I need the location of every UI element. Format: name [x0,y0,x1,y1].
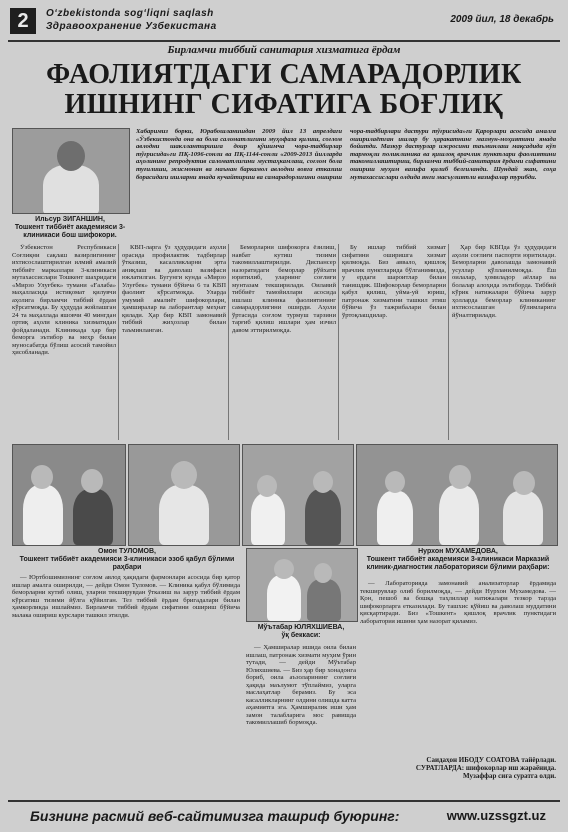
author3-role: ўқ беккаси: [281,632,321,639]
author2-caption [12,548,242,572]
signature-photos-note: СУРАТЛАРДА: шифокорлар иш жараёнида. [415,764,556,772]
website-url-link[interactable]: www.uzssgzt.uz [446,808,546,823]
author3-caption [246,624,356,640]
clinic-staff-photo-1 [12,444,126,546]
body-column-6-text: — Юртбошимизнинг соғлом авлод ҳақидаги фармонлари асосида бир қатор ишлар амалга оширилди, — дейди Омон Туломов. — Клиника қабул бўлимида беморларни кутиб олиш, уларни текширувдан ўтказиш ва зарур тиббий ёрдам кўрсатиш тизими йўлга қўйилган. Тез тиббий ёрдам бригадалари билан ҳамкорликда ишлаймиз. Бирламчи тиббий ёрдам сифатини ошириш бўйича малака ошириш курслари ташкил этилди. [12,574,240,619]
body-column-5 [452,244,556,440]
page-number: 2 [10,8,36,34]
author4-name: Нурхон МУХАМЕДОВА, [418,548,498,555]
rubric: Бирламчи тиббий санитария хизматига ёрдам [167,44,401,56]
signature-author: Саидаҳон ИБОДУ СОАТОВА тайёрлади. [426,756,556,764]
body-column-2 [122,244,226,440]
column-divider [448,244,449,440]
author4-role: Тошкент тиббиёт академияси 3-клиникаси Марказий клиник-диагностик лабораторияси бўлими раҳбари: [366,556,550,571]
body-column-8-text: — Лабораторияда замонавий анализаторлар ёрдамида текширувлар олиб борилмоқда, — дейди Нурхон Мухамедова. — Қон, пешоб ва бошқа таҳлиллар натижалари тезкор тарзда шифокорларга етказилади. Бу ташхис қўйиш ва даволаш муддатини қисқартиради. Биз «Тошкент» қишлоқ врачлик пунктидаги лаборатория ишини ҳам назорат қиламиз. [360,580,556,625]
page-footer [8,800,560,826]
clinic-staff-photo-4 [356,444,558,546]
body-column-8 [360,580,556,750]
nurse-photo [246,548,358,622]
body-column-4 [342,244,446,440]
author1-name: Ильсур ЗИГАНШИН, [35,216,105,223]
author1-caption [12,216,128,240]
author4-caption [360,548,556,572]
publication-name-cyrillic: Здравоохранение Узбекистана [46,21,217,32]
headline-line-2: ИШНИНГ СИФАТИГА БОҒЛИҚ [64,89,504,120]
author2-role: Тошкент тиббиёт академияси 3-клиникаси эзоб қабул бўлими раҳбари [19,556,235,571]
clinic-staff-photo-3 [242,444,354,546]
body-column-1 [12,244,116,440]
body-column-4-text: Бу ишлар тиббий хизмат сифатини оширишга хизмат қилмоқда. Биз аввало, қишлоқ врачлик пунктларида бўлганимизда, у ердаги шароитлар билан танишдик. Шифокорлар беморларни қабул қилиш, уйма-уй юриш, патронаж хизматини ташкил этиш бўйича ўз тажрибалари билан ўртоқлашдилар. [342,244,446,319]
body-column-6 [12,574,240,774]
author3-name: Мўътабар ЮЛЯХШИЕВА, [257,624,345,631]
footer-slogan: Бизнинг расмий веб-сайтимизга ташриф буюринг: [30,808,400,824]
column-divider [338,244,339,440]
headline-line-1: ФАОЛИЯТДАГИ САМАРАДОРЛИК [46,59,522,90]
header-rule [8,40,560,42]
article-lede: Хабаримиз борки, Юрабошланишдан 2009 йил 13 апрелдаги «Ўзбекистонда она ва бола саломатлигини муҳофаза қилиш, соғлом авлодни шакллантиришга доир қўшимча чора-тадбирлар тўғрисида»ги ПҚ-1096-сонли ва ПҚ-1144-сонли «2009-2013 йилларда аҳолининг репродуктив саломатлигини мустаҳкамлаш, соғлом бола туғилиши, жисмонан ва маънан баркамол авлодни вояга етказиш борасидаги ишларни янада кучайтириш ва самарадорлигини ошириш чора-тадбирлари дастури тўғрисида»ги Қарорлари асосида амалга оширилаётган ишлар бу ҳаракатнинг мазмун-моҳиятини янада бойитди. Мазкур дастурлар ижросини таъминлаш мақсадида кўп тармоқли поликлиника ва қишлоқ врачлик пунктлари фаолиятини такомиллаштириш, бирламчи тиббий-санитария ёрдами сифатини ошириш муҳим вазифа қилиб белгиланди. Шундай экан, соҳа мутахассислари олдида янги масъулиятли вазифалар турибди. [136,128,556,181]
issue-date: 2009 йил, 18 декабрь [450,14,554,25]
signature-photographer: Музаффар сиға суратга олди. [463,772,556,780]
body-column-3 [232,244,336,440]
author1-role: Тошкент тиббиёт академияси 3-клиникаси бош шифокори. [14,224,126,239]
body-column-7 [246,644,356,790]
body-column-1-text: Ўзбекистон Республикаси Соғлиқни сақлаш вазирлигининг ихтисослаштирилган илмий амалий тиббиёт марказлари 3-клиникаси мутахассислари Тошкент шаҳридаги «Мирзо Улуғбек» тумани «Ғалаба» маҳалласида истиқомат қилувчи аҳолига бирламчи тиббий ёрдам кўрсатмоқда. Бу ҳудудда жойлашган 24 та маҳаллада яшовчи 40 мингдан ортиқ аҳоли клиника хизматидан фойдаланади. Клиникада ҳар бир беморга эътибор ва меҳр билан муносабатда бўлиш асосий тамойил ҳисобланади. [12,244,116,356]
headline [10,60,558,120]
column-divider [228,244,229,440]
publication-name-latin: O‘zbekistonda sog‘liqni saqlash [46,8,214,19]
body-column-3-text: Беморларни шифокорга ёзилиш, навбат кутиш тизими такомиллаштирилди. Диспансер назоратидаги беморлар рўйхати юритилиб, уларнинг соғлиғи мунтазам текширилади. Оилавий тиббиёт тамойиллари асосида ишлаш клиника фаолиятининг самарадорлигини оширди. Аҳоли ўртасида соғлом турмуш тарзини тарғиб қилиш ишлари ҳам изчил давом эттирилмоқда. [232,244,336,334]
body-column-5-text: Ҳар бир КВПда ўз ҳудудидаги аҳоли соғлиғи паспорти юритилади. Беморларни даволашда замонавий усуллар қўлланилмоқда. Ёш оилалар, ҳомиладор аёллар ва болалар алоҳида эътиборда. Тиббий кўрик натижалари бўйича зарур ҳолларда беморлар клиниканинг ихтисослашган бўлимларига йўналтирилади. [452,244,556,319]
column-divider [118,244,119,440]
body-column-2-text: КВП-ларга ўз ҳудудидаги аҳоли орасида профилактик тадбирлар ўтказиш, касалликларни эрта аниқлаш ва даволаш вазифаси юклатилган. Бугунги кунда «Мирзо Улуғбек» тумани бўйича 6 та КВП фаолият кўрсатмоқда. Уларда умумий амалиёт шифокорлари, ҳамширалар ва лаборантлар меҳнат қилади. Ҳар бир КВП замонавий тиббий жиҳозлар билан таъминланган. [122,244,226,334]
clinic-staff-photo-2 [128,444,240,546]
author-portrait-photo [12,128,130,214]
author2-name: Омон ТУЛОМОВ, [98,548,156,555]
article-signature [360,756,556,780]
body-column-7-text: — Ҳамширалар ишида оила билан ишлаш, патронаж хизмати муҳим ўрин тутади, — дейди Мўътабар Юляхшиева. — Биз ҳар бир хонадонга бориб, оила аъзоларининг соғлиғи ҳақида маълумот тўплаймиз, уларга маслаҳатлар берамиз. Бу эса касалликларнинг олдини олишда катта аҳамиятга эга. Ҳамширалик иши ҳам замон талабларига мос равишда такомиллашиб бормоқда. [246,644,356,726]
